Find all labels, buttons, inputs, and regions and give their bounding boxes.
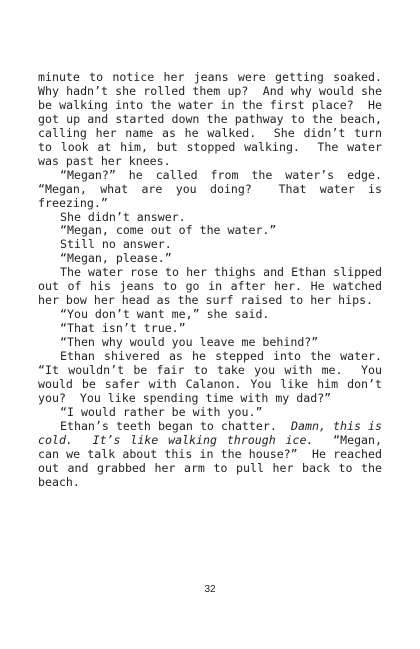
paragraph bbox=[38, 418, 389, 490]
text-run: She didn’t answer. bbox=[60, 209, 186, 224]
text-run: “You don’t want me,” she said. bbox=[60, 307, 270, 322]
paragraph bbox=[38, 406, 382, 420]
text-run: “I would rather be with you.” bbox=[60, 404, 263, 419]
text-run: “Megan, can we talk about this in the house?” He reached out and grabbed her arm to pull her back to the beach. bbox=[38, 432, 389, 489]
paragraph bbox=[38, 308, 382, 322]
text-run: “Then why would you leave me behind?” bbox=[60, 335, 319, 350]
text-run: Still no answer. bbox=[60, 237, 172, 252]
paragraph bbox=[38, 322, 382, 336]
page-number: 32 bbox=[204, 584, 216, 595]
paragraph bbox=[38, 336, 382, 350]
text-run: The water rose to her thighs and Ethan slipped out of his jeans to go in after her. He watched her bow her head as the surf raised to her hips. bbox=[38, 265, 389, 308]
text-run: “Megan, come out of the water.” bbox=[60, 223, 277, 238]
paragraph bbox=[38, 70, 396, 169]
paragraph bbox=[38, 224, 382, 238]
text-run: Ethan’s teeth began to chatter. bbox=[60, 418, 292, 433]
paragraph bbox=[38, 252, 382, 266]
italic-text-run: Damn, this is cold. It’s like walking through ice. bbox=[38, 418, 389, 447]
paragraph bbox=[38, 167, 389, 211]
paragraph bbox=[38, 238, 382, 252]
paragraph bbox=[38, 349, 396, 406]
text-run: Ethan shivered as he stepped into the water. “It wouldn’t be fair to take you with me. You would be safer with Calanon. You like him don’t you? You like spending time with my dad?” bbox=[38, 349, 396, 405]
text-run: minute to notice her jeans were getting soaked. Why hadn’t she rolled them up? And why would she be walking into the water in the first place? He got up and started down the pathway to the beach, calling her name as he walked. She didn’t turn to look at him, but stopped walking. The water was past her knees. bbox=[38, 70, 396, 168]
paragraph bbox=[38, 265, 389, 308]
body-text bbox=[38, 70, 396, 490]
text-run: “Megan?” he called from the water’s edge. “Megan, what are you doing? That water is freezing.” bbox=[38, 167, 389, 210]
text-run: “Megan, please.” bbox=[60, 251, 172, 266]
text-run: “That isn’t true.” bbox=[60, 321, 186, 336]
paragraph bbox=[38, 211, 382, 225]
